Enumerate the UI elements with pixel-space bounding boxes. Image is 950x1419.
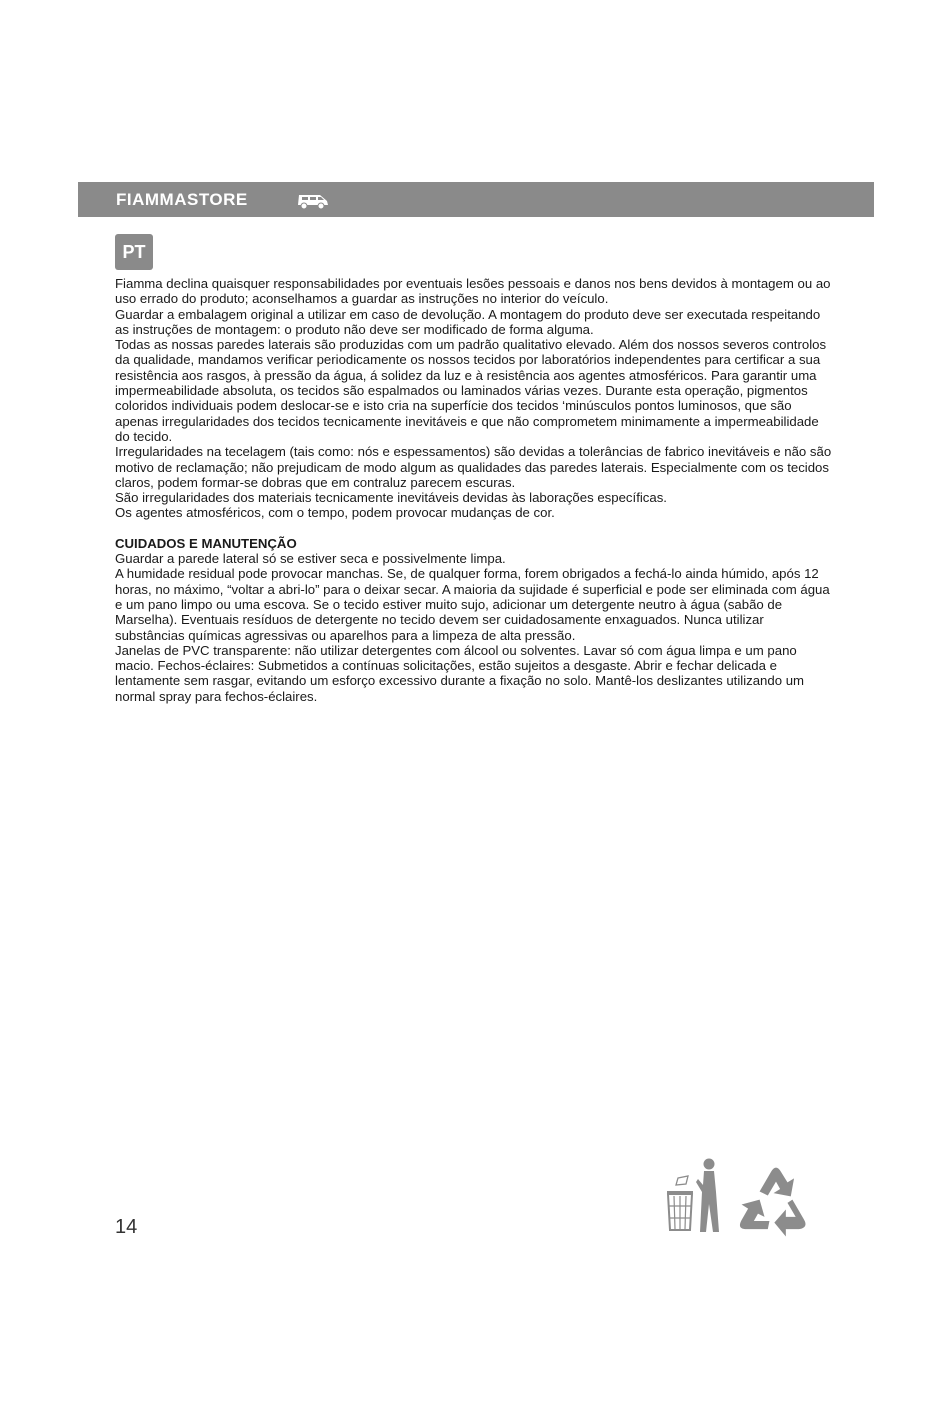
paragraph: São irregularidades dos materiais tecnicamente inevitáveis devidas às laborações específicas. — [115, 490, 667, 506]
language-badge: PT — [115, 234, 153, 270]
paragraph: Fiamma declina quaisquer responsabilidades por eventuais lesões pessoais e danos nos bens devidos à montagem ou ao uso errado do produto; aconselhamos a guardar as instruções no interior do veículo. — [115, 276, 831, 307]
care-section-title: CUIDADOS E MANUTENÇÃO — [115, 535, 297, 551]
header-bar — [78, 182, 874, 217]
trash-bin-icon — [664, 1158, 726, 1234]
care-paragraph: Guardar a parede lateral só se estiver seca e possivelmente limpa. — [115, 551, 506, 567]
care-paragraph: A humidade residual pode provocar manchas. Se, de qualquer forma, forem obrigados a fechá-lo ainda húmido, após 12 horas, no máximo, “voltar a abri-lo” para o deixar secar. A maioria da sujidade é superficial e pode ser eliminada com água e um pano limpo ou uma escova. Se o tecido estiver muito sujo, adicionar um detergente neutro à água (sabão de Marselha). Eventuais resíduos de detergente no tecido devem ser cuidadosamente enxaguados. Nunca utilizar substâncias químicas agressivas ou aparelhos para a limpeza de alta pressão. — [115, 566, 830, 643]
paragraph: Guardar a embalagem original a utilizar em caso de devolução. A montagem do produto deve ser executada respeitando as instruções de montagem: o produto não deve ser modificado de forma alguma. — [115, 306, 821, 337]
page-number: 14 — [115, 1216, 138, 1238]
document-body — [115, 276, 837, 704]
care-paragraph: Janelas de PVC transparente: não utilizar detergentes com álcool ou solventes. Lavar só com água limpa e um pano macio. Fechos-éclaires: Submetidos a contínuas solicitações, estão sujeitos a desgaste. Abrir e fechar delicada e lentamente sem rasgar, evitando um esforço excessivo durante a fixação no solo. Mantê-los deslizantes utilizando um normal spray para fechos-éclaires. — [115, 642, 805, 704]
paragraph: Todas as nossas paredes laterais são produzidas com um padrão qualitativo elevado. Além dos nossos severos controlos da qualidade, mandamos verificar periodicamente os nossos tecidos por laboratórios independentes para certificar a sua resistência aos rasgos, à pressão da água, á solidez da luz e à resistência aos agentes atmosféricos. Para garantir uma impermeabilidade absoluta, os tecidos são espalmados ou laminados várias vezes. Durante esta operação, pigmentos coloridos individuais podem deslocar-se e isto cria na superfície dos tecidos ‘minúsculos pontos luminosos, que são apenas irregularidades dos tecidos tecnicamente inevitáveis e que não comprometem minimamente a impermeabilidade do tecido. — [115, 337, 827, 444]
header-title: FIAMMASTORE — [116, 190, 248, 209]
van-icon — [296, 192, 330, 210]
paragraph: Irregularidades na tecelagem (tais como: nós e espessamentos) são devidas a tolerâncias de fabrico inevitáveis e não são motivo de reclamação; não prejudicam de modo algum as qualidades das paredes laterais. Especialmente com os tecidos claros, podem formar-se dobras que em contraluz parecem escuras. — [115, 444, 832, 490]
recycle-icon — [734, 1157, 818, 1239]
paragraph: Os agentes atmosféricos, com o tempo, podem provocar mudanças de cor. — [115, 505, 555, 521]
